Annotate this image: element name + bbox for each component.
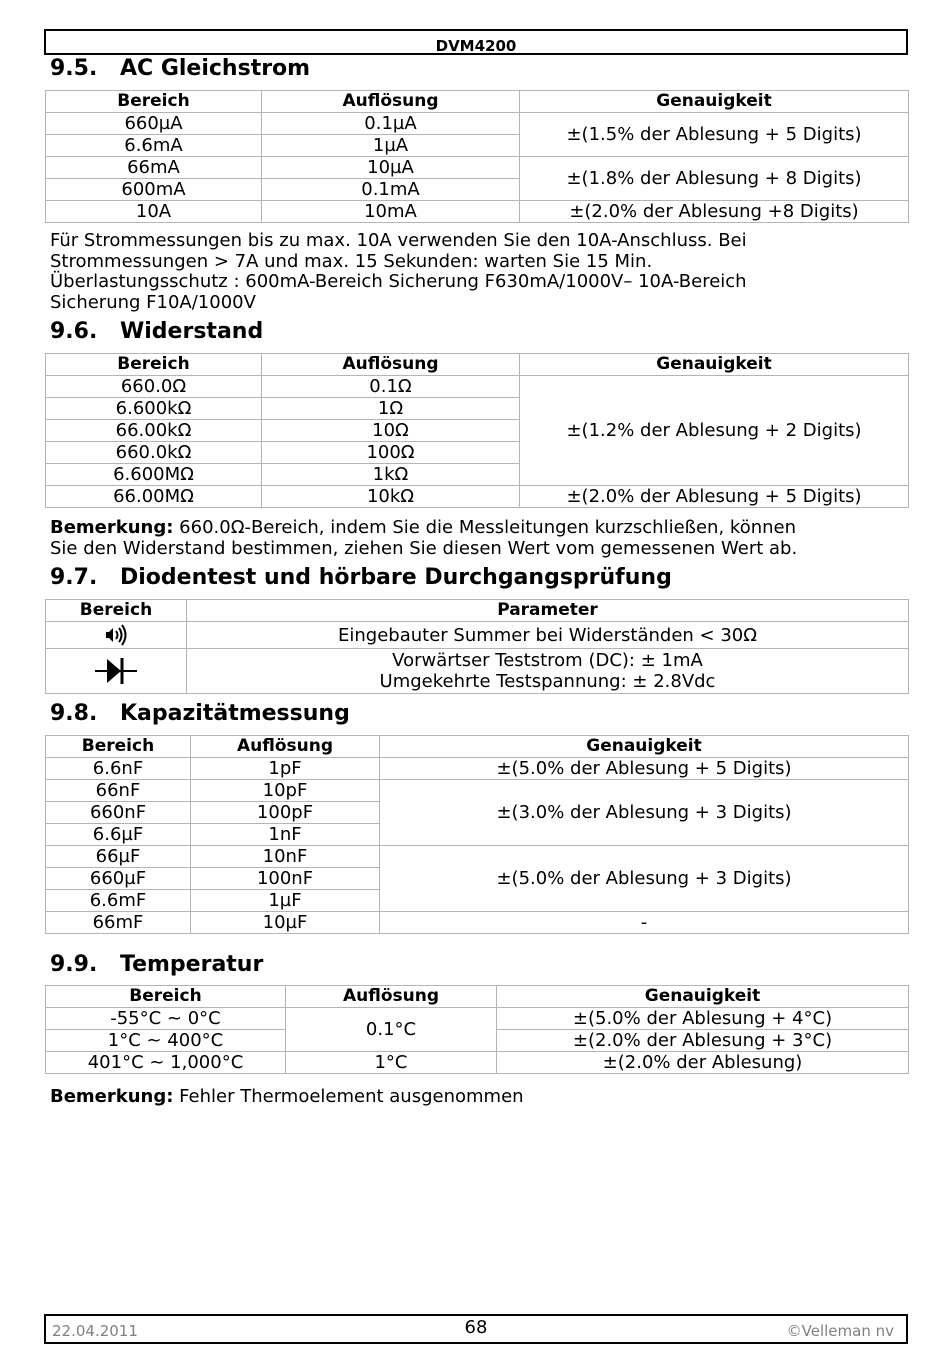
resolution-cell: 1°C xyxy=(286,1052,497,1074)
table-row xyxy=(46,1052,909,1074)
range-cell: 6.6mF xyxy=(46,890,191,912)
header-range: Bereich xyxy=(46,986,286,1008)
table-row xyxy=(46,486,909,508)
accuracy-cell: ±(5.0% der Ablesung + 3 Digits) xyxy=(380,846,909,912)
section-heading: Temperatur xyxy=(120,952,264,977)
resolution-cell: 10µF xyxy=(191,912,380,934)
resolution-cell: 10Ω xyxy=(262,420,520,442)
section-number: 9.8. xyxy=(50,701,98,726)
parameter-line: Umgekehrte Testspannung: ± 2.8Vdc xyxy=(379,671,716,692)
resolution-cell: 10kΩ xyxy=(262,486,520,508)
section-title-9-9 xyxy=(50,952,263,977)
table-row xyxy=(46,1008,909,1030)
range-cell: 66mA xyxy=(46,157,262,179)
range-cell xyxy=(46,622,187,649)
range-cell: 660µF xyxy=(46,868,191,890)
accuracy-cell: ±(5.0% der Ablesung + 5 Digits) xyxy=(380,758,909,780)
range-cell: 66mF xyxy=(46,912,191,934)
ac-current-note xyxy=(50,231,900,313)
range-cell: 1°C ~ 400°C xyxy=(46,1030,286,1052)
note-line xyxy=(50,518,900,539)
accuracy-cell: ±(1.2% der Ablesung + 2 Digits) xyxy=(520,376,909,486)
resolution-cell: 100pF xyxy=(191,802,380,824)
resolution-cell: 100nF xyxy=(191,868,380,890)
resolution-cell: 0.1°C xyxy=(286,1008,497,1052)
range-cell: 660.0Ω xyxy=(46,376,262,398)
table-row xyxy=(46,376,909,398)
section-heading: Diodentest und hörbare Durchgangsprüfung xyxy=(120,565,672,590)
accuracy-cell: ±(1.8% der Ablesung + 8 Digits) xyxy=(520,157,909,201)
header-accuracy: Genauigkeit xyxy=(520,91,909,113)
header-resolution: Auflösung xyxy=(191,736,380,758)
section-heading: Kapazitätmessung xyxy=(120,701,350,726)
resolution-cell: 1µF xyxy=(191,890,380,912)
header-resolution: Auflösung xyxy=(262,354,520,376)
header-accuracy: Genauigkeit xyxy=(497,986,909,1008)
table-header-row xyxy=(46,986,909,1008)
resistance-note xyxy=(50,518,900,559)
resolution-cell: 0.1mA xyxy=(262,179,520,201)
range-cell: 66µF xyxy=(46,846,191,868)
header-accuracy: Genauigkeit xyxy=(380,736,909,758)
range-cell: 401°C ~ 1,000°C xyxy=(46,1052,286,1074)
section-title-9-6 xyxy=(50,319,263,344)
resistance-table xyxy=(45,353,909,508)
range-cell xyxy=(46,649,187,694)
accuracy-cell: ±(2.0% der Ablesung +8 Digits) xyxy=(520,201,909,223)
table-row xyxy=(46,780,909,802)
document-footer xyxy=(44,1314,908,1344)
table-header-row xyxy=(46,91,909,113)
ac-current-table xyxy=(45,90,909,223)
footer-date: 22.04.2011 xyxy=(52,1322,138,1340)
header-accuracy: Genauigkeit xyxy=(520,354,909,376)
temperature-note xyxy=(50,1087,900,1108)
footer-copyright: ©Velleman nv xyxy=(786,1322,894,1340)
parameter-line: Vorwärtser Teststrom (DC): ± 1mA xyxy=(392,650,703,671)
diode-icon xyxy=(95,655,137,687)
range-cell: 66.00kΩ xyxy=(46,420,262,442)
table-row xyxy=(46,649,909,694)
table-row xyxy=(46,846,909,868)
resolution-cell: 1Ω xyxy=(262,398,520,420)
note-text: Fehler Thermoelement ausgenommen xyxy=(173,1086,524,1107)
diode-test-table xyxy=(45,599,909,694)
accuracy-cell: - xyxy=(380,912,909,934)
range-cell: 66.00MΩ xyxy=(46,486,262,508)
section-number: 9.5. xyxy=(50,56,98,81)
header-range: Bereich xyxy=(46,736,191,758)
range-cell: 660.0kΩ xyxy=(46,442,262,464)
resolution-cell: 1kΩ xyxy=(262,464,520,486)
resolution-cell: 0.1Ω xyxy=(262,376,520,398)
resolution-cell: 10µA xyxy=(262,157,520,179)
range-cell: 6.600kΩ xyxy=(46,398,262,420)
header-resolution: Auflösung xyxy=(286,986,497,1008)
section-title-9-5 xyxy=(50,56,310,81)
accuracy-cell: ±(5.0% der Ablesung + 4°C) xyxy=(497,1008,909,1030)
range-cell: 6.6µF xyxy=(46,824,191,846)
range-cell: 600mA xyxy=(46,179,262,201)
resolution-cell: 10pF xyxy=(191,780,380,802)
resolution-cell: 100Ω xyxy=(262,442,520,464)
model-name: DVM4200 xyxy=(435,37,517,55)
note-label: Bemerkung: xyxy=(50,517,174,538)
section-number: 9.7. xyxy=(50,565,98,590)
resolution-cell: 1µA xyxy=(262,135,520,157)
table-row xyxy=(46,912,909,934)
resolution-cell: 1pF xyxy=(191,758,380,780)
section-heading: Widerstand xyxy=(120,319,264,344)
section-title-9-8 xyxy=(50,701,350,726)
section-title-9-7 xyxy=(50,565,672,590)
accuracy-cell: ±(2.0% der Ablesung) xyxy=(497,1052,909,1074)
temperature-table xyxy=(45,985,909,1074)
table-row xyxy=(46,758,909,780)
section-heading: AC Gleichstrom xyxy=(120,56,311,81)
range-cell: 10A xyxy=(46,201,262,223)
accuracy-cell: ±(2.0% der Ablesung + 3°C) xyxy=(497,1030,909,1052)
note-line: Strommessungen > 7A und max. 15 Sekunden: warten Sie 15 Min. xyxy=(50,250,653,272)
note-line: Sie den Widerstand bestimmen, ziehen Sie diesen Wert vom gemessenen Wert ab. xyxy=(50,537,798,559)
parameter-cell: Eingebauter Summer bei Widerständen < 30Ω xyxy=(187,622,909,649)
range-cell: 6.600MΩ xyxy=(46,464,262,486)
table-row xyxy=(46,157,909,179)
note-text: 660.0Ω-Bereich, indem Sie die Messleitungen kurzschließen, können xyxy=(173,517,796,538)
note-label: Bemerkung: xyxy=(50,1086,174,1107)
document-header xyxy=(44,29,908,55)
table-header-row xyxy=(46,354,909,376)
accuracy-cell: ±(1.5% der Ablesung + 5 Digits) xyxy=(520,113,909,157)
capacitance-table xyxy=(45,735,909,934)
table-header-row xyxy=(46,736,909,758)
resolution-cell: 1nF xyxy=(191,824,380,846)
range-cell: -55°C ~ 0°C xyxy=(46,1008,286,1030)
resolution-cell: 0.1µA xyxy=(262,113,520,135)
note-line: Für Strommessungen bis zu max. 10A verwenden Sie den 10A-Anschluss. Bei xyxy=(50,230,747,251)
table-row xyxy=(46,201,909,223)
parameter-cell xyxy=(187,649,909,694)
resolution-cell: 10mA xyxy=(262,201,520,223)
table-header-row xyxy=(46,600,909,622)
header-range: Bereich xyxy=(46,91,262,113)
note-line: Sicherung F10A/1000V xyxy=(50,291,256,313)
accuracy-cell: ±(2.0% der Ablesung + 5 Digits) xyxy=(520,486,909,508)
note-line: Überlastungsschutz : 600mA-Bereich Sicherung F630mA/1000V– 10A-Bereich xyxy=(50,271,747,292)
section-number: 9.6. xyxy=(50,319,98,344)
header-range: Bereich xyxy=(46,600,187,622)
section-number: 9.9. xyxy=(50,952,98,977)
range-cell: 6.6nF xyxy=(46,758,191,780)
buzzer-icon xyxy=(103,624,129,646)
range-cell: 6.6mA xyxy=(46,135,262,157)
range-cell: 660µA xyxy=(46,113,262,135)
table-row xyxy=(46,113,909,135)
resolution-cell: 10nF xyxy=(191,846,380,868)
header-parameter: Parameter xyxy=(187,600,909,622)
page-number: 68 xyxy=(464,1317,488,1338)
range-cell: 660nF xyxy=(46,802,191,824)
header-resolution: Auflösung xyxy=(262,91,520,113)
accuracy-cell: ±(3.0% der Ablesung + 3 Digits) xyxy=(380,780,909,846)
table-row xyxy=(46,622,909,649)
header-range: Bereich xyxy=(46,354,262,376)
range-cell: 66nF xyxy=(46,780,191,802)
